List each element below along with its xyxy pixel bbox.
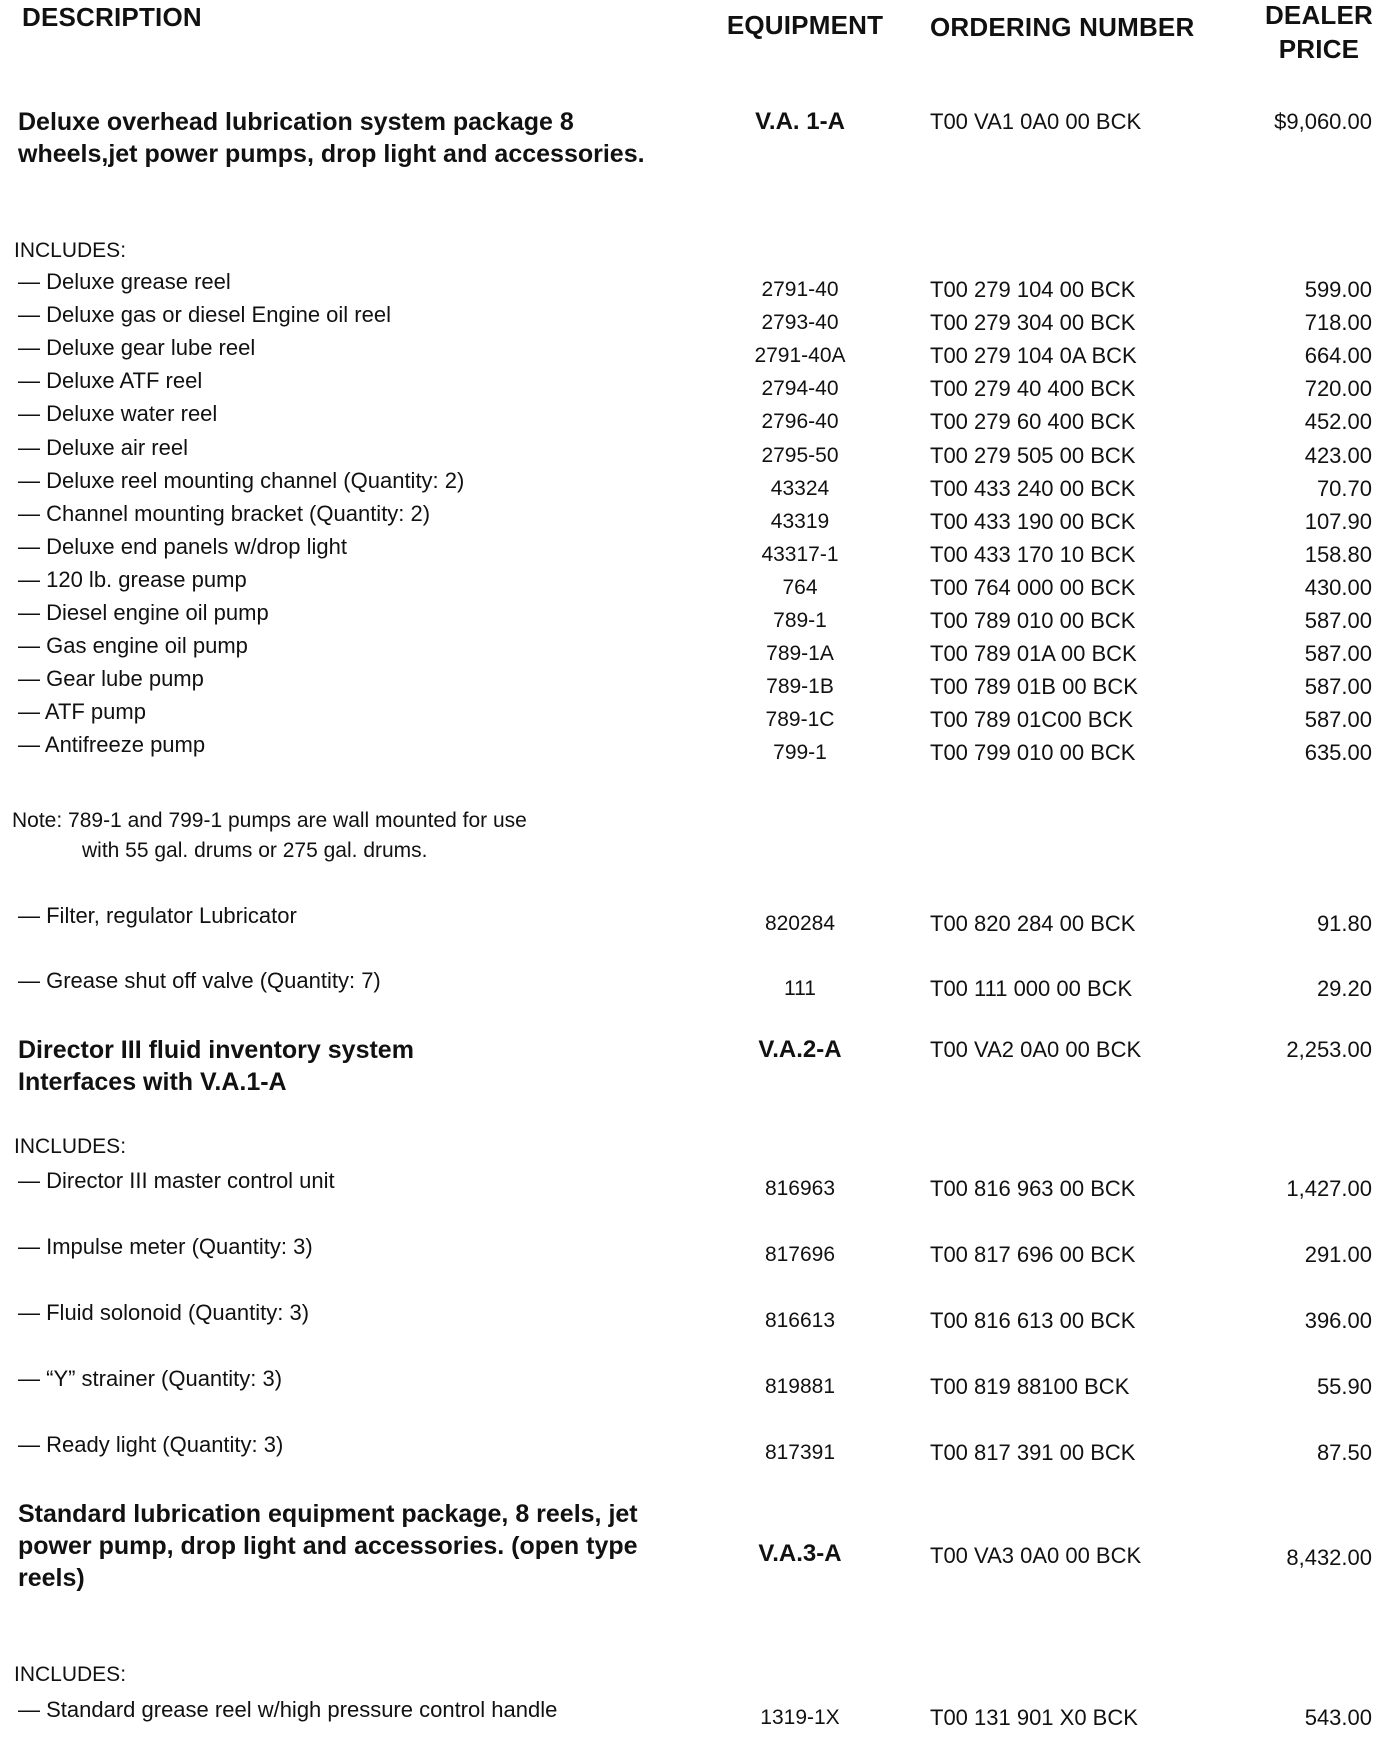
item-description: — Gear lube pump: [18, 666, 204, 692]
item-description: — Diesel engine oil pump: [18, 600, 269, 625]
item-description: — Channel mounting bracket (Quantity: 2): [18, 500, 431, 526]
package-price: 2,253.00: [1286, 1037, 1372, 1062]
item-description: — Deluxe gas or diesel Engine oil reel: [18, 302, 391, 328]
item-ordering-number: T00 789 01B 00 BCK: [930, 674, 1138, 700]
item-description: — Director III master control unit: [18, 1168, 335, 1193]
item-ordering-number: T00 817 391 00 BCK: [930, 1440, 1136, 1465]
package-description: Director III fluid inventory system Interfaces with V.A.1-A: [18, 1036, 414, 1096]
item-ordering-number: T00 279 104 00 BCK: [930, 277, 1136, 302]
item-price: 599.00: [1304, 277, 1372, 302]
item-ordering-number: T00 789 01C00 BCK: [930, 707, 1134, 733]
header-equipment: EQUIPMENT: [726, 10, 884, 40]
package-equipment: V.A.2-A: [758, 1036, 842, 1063]
item-ordering-number: T00 433 170 10 BCK: [930, 541, 1136, 567]
item-description: — Deluxe water reel: [18, 401, 218, 427]
item-price: 430.00: [1304, 574, 1372, 600]
item-equipment: 817696: [764, 1243, 836, 1266]
item-price: 158.80: [1304, 541, 1372, 567]
item-description: — Fluid solonoid (Quantity: 3): [18, 1300, 310, 1325]
header-dealer-price-line2: PRICE: [1278, 34, 1360, 64]
item-ordering-number: T00 279 60 400 BCK: [930, 409, 1136, 435]
item-price: 664.00: [1304, 343, 1372, 369]
item-ordering-number: T00 820 284 00 BCK: [930, 911, 1136, 936]
item-price: 587.00: [1304, 608, 1372, 633]
item-equipment: 2793-40: [761, 311, 839, 335]
item-price: 635.00: [1304, 740, 1372, 766]
package-description: Standard lubrication equipment package, 8 reels, jet power pump, drop light and accessories. (open type reels): [18, 1500, 638, 1592]
package-price: 8,432.00: [1286, 1545, 1372, 1570]
item-description: — Impulse meter (Quantity: 3): [18, 1234, 313, 1259]
item-description: — Grease shut off valve (Quantity: 7): [18, 968, 381, 993]
item-description: — Ready light (Quantity: 3): [18, 1432, 284, 1457]
item-description: — Filter, regulator Lubricator: [18, 903, 297, 928]
item-equipment: 43324: [770, 476, 830, 500]
package-description: Deluxe overhead lubrication system package 8 wheels,jet power pumps, drop light and accessories.: [18, 108, 645, 168]
item-price: 55.90: [1316, 1374, 1372, 1399]
header-description: DESCRIPTION: [22, 2, 202, 32]
item-equipment: 2794-40: [761, 377, 839, 401]
item-price: 543.00: [1304, 1705, 1372, 1730]
item-equipment: 789-1A: [766, 642, 834, 666]
item-description: — Deluxe end panels w/drop light: [18, 533, 347, 559]
item-description: — 120 lb. grease pump: [18, 566, 247, 592]
item-ordering-number: T00 279 40 400 BCK: [930, 376, 1136, 402]
includes-label: INCLUDES:: [14, 239, 127, 262]
item-price: 291.00: [1304, 1242, 1372, 1267]
item-description: — Deluxe gear lube reel: [18, 335, 256, 361]
item-equipment: 799-1: [773, 741, 827, 765]
item-ordering-number: T00 819 88100 BCK: [930, 1374, 1130, 1399]
header-ordering-number: ORDERING NUMBER: [930, 12, 1195, 42]
item-equipment: 2791-40: [761, 278, 839, 301]
item-equipment: 2791-40A: [754, 344, 846, 368]
item-price: 29.20: [1316, 976, 1372, 1001]
item-price: 720.00: [1304, 376, 1372, 402]
item-description: — Deluxe grease reel: [18, 269, 231, 294]
item-equipment: 816613: [764, 1309, 836, 1332]
item-price: 423.00: [1304, 442, 1372, 468]
item-price: 70.70: [1316, 475, 1372, 501]
item-description: — Gas engine oil pump: [18, 633, 248, 659]
package-ordering-number: T00 VA3 0A0 00 BCK: [930, 1543, 1142, 1568]
item-ordering-number: T00 131 901 X0 BCK: [930, 1705, 1138, 1730]
item-price: 87.50: [1316, 1440, 1372, 1465]
item-ordering-number: T00 279 505 00 BCK: [930, 442, 1136, 468]
item-description: — “Y” strainer (Quantity: 3): [18, 1366, 283, 1391]
item-price: 107.90: [1304, 508, 1372, 534]
item-ordering-number: T00 816 613 00 BCK: [930, 1308, 1136, 1333]
note-line-1: Note: 789-1 and 799-1 pumps are wall mounted for use: [12, 809, 527, 832]
item-price: 587.00: [1304, 641, 1372, 667]
item-ordering-number: T00 279 304 00 BCK: [930, 310, 1136, 336]
package-ordering-number: T00 VA2 0A0 00 BCK: [930, 1037, 1142, 1062]
item-equipment: 764: [782, 575, 818, 599]
item-description: — Deluxe reel mounting channel (Quantity: 2): [18, 467, 465, 493]
item-equipment: 43319: [770, 509, 830, 533]
item-equipment: 1319-1X: [760, 1706, 840, 1729]
item-equipment: 819881: [764, 1375, 836, 1398]
header-dealer-price: [1252, 0, 1386, 66]
note-line-2: with 55 gal. drums or 275 gal. drums.: [82, 839, 428, 862]
item-price: 1,427.00: [1286, 1176, 1372, 1201]
item-ordering-number: T00 817 696 00 BCK: [930, 1242, 1136, 1267]
item-ordering-number: T00 279 104 0A BCK: [930, 343, 1137, 369]
item-ordering-number: T00 816 963 00 BCK: [930, 1176, 1136, 1201]
package-equipment: V.A.3-A: [758, 1540, 842, 1567]
item-equipment: 816963: [764, 1177, 836, 1200]
header-dealer-price-line1: DEALER: [1264, 0, 1374, 30]
item-ordering-number: T00 111 000 00 BCK: [930, 976, 1133, 1001]
item-equipment: 789-1B: [766, 675, 834, 699]
item-equipment: 2795-50: [761, 443, 839, 467]
item-price: 587.00: [1304, 707, 1372, 733]
item-price: 396.00: [1304, 1308, 1372, 1333]
item-description: — Antifreeze pump: [18, 732, 206, 758]
package-price: $9,060.00: [1274, 109, 1372, 134]
includes-label: INCLUDES:: [14, 1663, 127, 1686]
item-equipment: 789-1: [773, 609, 827, 632]
item-ordering-number: T00 799 010 00 BCK: [930, 740, 1136, 766]
includes-label: INCLUDES:: [14, 1135, 127, 1158]
item-equipment: 789-1C: [765, 708, 835, 732]
item-description: — Standard grease reel w/high pressure control handle: [18, 1697, 558, 1722]
item-ordering-number: T00 789 01A 00 BCK: [930, 641, 1137, 667]
item-description: — Deluxe ATF reel: [18, 368, 203, 394]
package-ordering-number: T00 VA1 0A0 00 BCK: [930, 109, 1142, 134]
package-equipment: V.A. 1-A: [755, 108, 845, 135]
item-description: — ATF pump: [18, 699, 146, 725]
item-description: — Deluxe air reel: [18, 434, 188, 460]
item-equipment: 43317-1: [761, 542, 839, 566]
item-ordering-number: T00 433 190 00 BCK: [930, 508, 1136, 534]
item-equipment: 111: [784, 977, 816, 1000]
item-equipment: 2796-40: [761, 410, 839, 434]
item-equipment: 820284: [764, 912, 836, 935]
item-equipment: 817391: [764, 1441, 836, 1464]
item-price: 91.80: [1316, 911, 1372, 936]
item-ordering-number: T00 433 240 00 BCK: [930, 475, 1136, 501]
note: [12, 806, 712, 866]
item-price: 452.00: [1304, 409, 1372, 435]
item-ordering-number: T00 764 000 00 BCK: [930, 574, 1136, 600]
item-price: 718.00: [1304, 310, 1372, 336]
item-price: 587.00: [1304, 674, 1372, 700]
item-ordering-number: T00 789 010 00 BCK: [930, 608, 1136, 633]
